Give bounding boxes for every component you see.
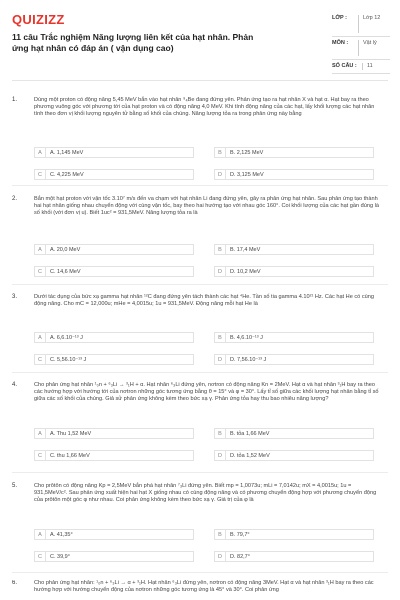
option-letter: D bbox=[215, 451, 226, 460]
option-text: A. Thu 1,52 MeV bbox=[50, 430, 92, 437]
option-letter: D bbox=[215, 267, 226, 276]
question-text: Dưới tác dụng của bức xạ gamma hạt nhân ¹²C đang đứng yên tách thành các hạt ⁴He. Tần số tia gamma 4.10²¹ Hz. Các hạt He có cùng động năng. Cho mC = 12,000u; mHe = 4,0015u; 1u = 931,5MeV. Động năng mỗi hạt He là bbox=[34, 294, 374, 308]
question-divider bbox=[12, 284, 388, 285]
option-b[interactable] bbox=[214, 529, 374, 540]
option-b[interactable] bbox=[214, 428, 374, 439]
option-c[interactable] bbox=[34, 551, 194, 562]
option-letter: D bbox=[215, 355, 226, 364]
meta-mon-value: Vật lý bbox=[358, 40, 390, 56]
option-c[interactable] bbox=[34, 354, 194, 365]
meta-lop-value: Lớp 12 bbox=[358, 15, 390, 33]
option-letter: A bbox=[35, 530, 46, 539]
question-number: 4. bbox=[12, 382, 18, 388]
option-letter: B bbox=[215, 333, 226, 342]
option-letter: C bbox=[35, 267, 46, 276]
meta-lop bbox=[332, 12, 390, 37]
option-b[interactable] bbox=[214, 244, 374, 255]
option-letter: B bbox=[215, 530, 226, 539]
option-text: A. 20,0 MeV bbox=[50, 246, 81, 253]
meta-socau bbox=[332, 60, 390, 74]
question-number: 3. bbox=[12, 294, 18, 300]
option-letter: C bbox=[35, 451, 46, 460]
option-d[interactable] bbox=[214, 266, 374, 277]
option-b[interactable] bbox=[214, 147, 374, 158]
option-a[interactable] bbox=[34, 244, 194, 255]
question-text: Dùng một proton có động năng 5,45 MeV bắn vào hạt nhân ⁹₄Be đang đứng yên. Phản ứng tạo ra hạt nhân X và hạt α. Hạt bay ra theo phương vuông góc với phương tới của hạt proton và có động năng 4,0 MeV. Khi tính động năng của các hạt, lấy khối lượng các hạt nhân tính theo đơn vị khối lượng nguyên tử bằng số khối của chúng. Năng lượng tỏa ra trong phản ứng này bằng bbox=[34, 97, 375, 118]
option-a[interactable] bbox=[34, 332, 194, 343]
option-text: D. tỏa 1,52 MeV bbox=[230, 452, 270, 459]
question-text: Cho prôtôn có động năng Kp = 2,5MeV bắn phá hạt nhân ⁷₃Li đứng yên. Biết mp = 1,0073u; mLi = 7,0142u; mX = 4,0015u; 1u = 931,5MeV/c². Sau phản ứng xuất hiện hai hạt X giống nhau có cùng động năng và có phương chuyển động hợp với phương chuyển động của prôtôn một góc φ như nhau. Coi phản ứng không kèm theo bức xạ γ. Giá trị của φ là bbox=[34, 483, 377, 504]
option-text: B. 79,7° bbox=[230, 531, 250, 538]
question-number: 2. bbox=[12, 196, 18, 202]
option-text: A. 6,6.10⁻¹³ J bbox=[50, 334, 83, 341]
option-d[interactable] bbox=[214, 169, 374, 180]
question-number: 6. bbox=[12, 580, 18, 586]
option-text: D. 7,56.10⁻¹³ J bbox=[230, 356, 267, 363]
meta-socau-label: SỐ CÂU : bbox=[332, 63, 357, 69]
option-letter: D bbox=[215, 552, 226, 561]
option-letter: A bbox=[35, 148, 46, 157]
option-letter: C bbox=[35, 355, 46, 364]
option-d[interactable] bbox=[214, 551, 374, 562]
option-text: C. 4,225 MeV bbox=[50, 171, 84, 178]
page-title: 11 câu Trắc nghiệm Năng lượng liên kết của hạt nhân. Phản ứng hạt nhân có đáp án ( vận dụng cao) bbox=[12, 32, 254, 53]
option-letter: B bbox=[215, 148, 226, 157]
question-divider bbox=[12, 372, 388, 373]
option-b[interactable] bbox=[214, 332, 374, 343]
option-letter: A bbox=[35, 245, 46, 254]
option-a[interactable] bbox=[34, 529, 194, 540]
option-c[interactable] bbox=[34, 169, 194, 180]
question-divider bbox=[12, 185, 388, 186]
question-text: Cho phản ứng hạt nhân: ¹₀n + ⁶₃Li → α + ³₁H. Hạt nhân ⁶₃Li đứng yên, nơtron có động năng 3MeV. Hạt α và hạt nhân ³₁H bay ra theo các hướng hợp với hướng chuyển động của nơtron những góc tương ứng là 45° và 30°. Coi phản ứng bbox=[34, 580, 374, 594]
meta-mon bbox=[332, 37, 390, 60]
question-text: Bắn một hạt proton với vận tốc 3.10⁷ m/s đến va chạm với hạt nhân Li đang đứng yên, gây ra phản ứng hạt nhân. Sau phản ứng tạo thành hai hạt nhân giống nhau chuyển động với cùng vận tốc, bay theo hai hướng tạo với nhau góc 160°. Coi khối lượng của các hạt gần đúng là số khối (với đơn vị u). Biết 1uc² = 931,5MeV. Năng lượng tỏa ra là bbox=[34, 196, 380, 217]
option-d[interactable] bbox=[214, 354, 374, 365]
option-text: A. 1,145 MeV bbox=[50, 149, 84, 156]
question-number: 1. bbox=[12, 97, 18, 103]
meta-lop-label: LỚP : bbox=[332, 15, 347, 21]
option-text: D. 10,2 MeV bbox=[230, 268, 261, 275]
question-text: Cho phản ứng hạt nhân ¹₀n + ⁶₃Li → ³₁H + α. Hạt nhân ⁶₃Li đứng yên, nơtron có động năng Kn = 2MeV. Hạt α và hạt nhân ³₁H bay ra theo các hướng hợp với hướng tới của nơtron những góc tương ứng bằng θ = 15° và φ = 30°. Lấy tỉ số giữa các khối lượng hạt nhân bằng tỉ số giữa các số khối của chúng. Giả sử phản ứng không kèm theo bức xạ γ. Phản ứng tỏa hay thu bao nhiêu năng lượng? bbox=[34, 382, 379, 403]
quizizz-logo: QUIZIZZ bbox=[12, 12, 65, 27]
option-letter: B bbox=[215, 245, 226, 254]
meta-box bbox=[332, 12, 390, 74]
option-c[interactable] bbox=[34, 266, 194, 277]
option-letter: B bbox=[215, 429, 226, 438]
option-c[interactable] bbox=[34, 450, 194, 461]
option-letter: D bbox=[215, 170, 226, 179]
option-letter: A bbox=[35, 333, 46, 342]
option-text: A. 41,35° bbox=[50, 531, 73, 538]
header-divider bbox=[12, 80, 388, 81]
question-divider bbox=[12, 572, 388, 573]
option-a[interactable] bbox=[34, 147, 194, 158]
question-6 bbox=[12, 580, 388, 600]
option-a[interactable] bbox=[34, 428, 194, 439]
option-text: B. 17,4 MeV bbox=[230, 246, 261, 253]
question-number: 5. bbox=[12, 483, 18, 489]
option-text: D. 82,7° bbox=[230, 553, 250, 560]
option-text: C. 5,56.10⁻¹³ J bbox=[50, 356, 87, 363]
option-text: B. 2,125 MeV bbox=[230, 149, 264, 156]
option-text: C. thu 1,66 MeV bbox=[50, 452, 90, 459]
meta-mon-label: MÔN : bbox=[332, 40, 349, 46]
option-text: C. 14,6 MeV bbox=[50, 268, 81, 275]
option-text: B. 4,6.10⁻¹³ J bbox=[230, 334, 263, 341]
option-d[interactable] bbox=[214, 450, 374, 461]
question-divider bbox=[12, 472, 388, 473]
option-text: C. 39,9° bbox=[50, 553, 70, 560]
option-text: D. 3,125 MeV bbox=[230, 171, 264, 178]
option-text: B. tỏa 1,66 MeV bbox=[230, 430, 270, 437]
option-letter: A bbox=[35, 429, 46, 438]
meta-socau-value: 11 bbox=[362, 63, 390, 70]
option-letter: C bbox=[35, 552, 46, 561]
option-letter: C bbox=[35, 170, 46, 179]
